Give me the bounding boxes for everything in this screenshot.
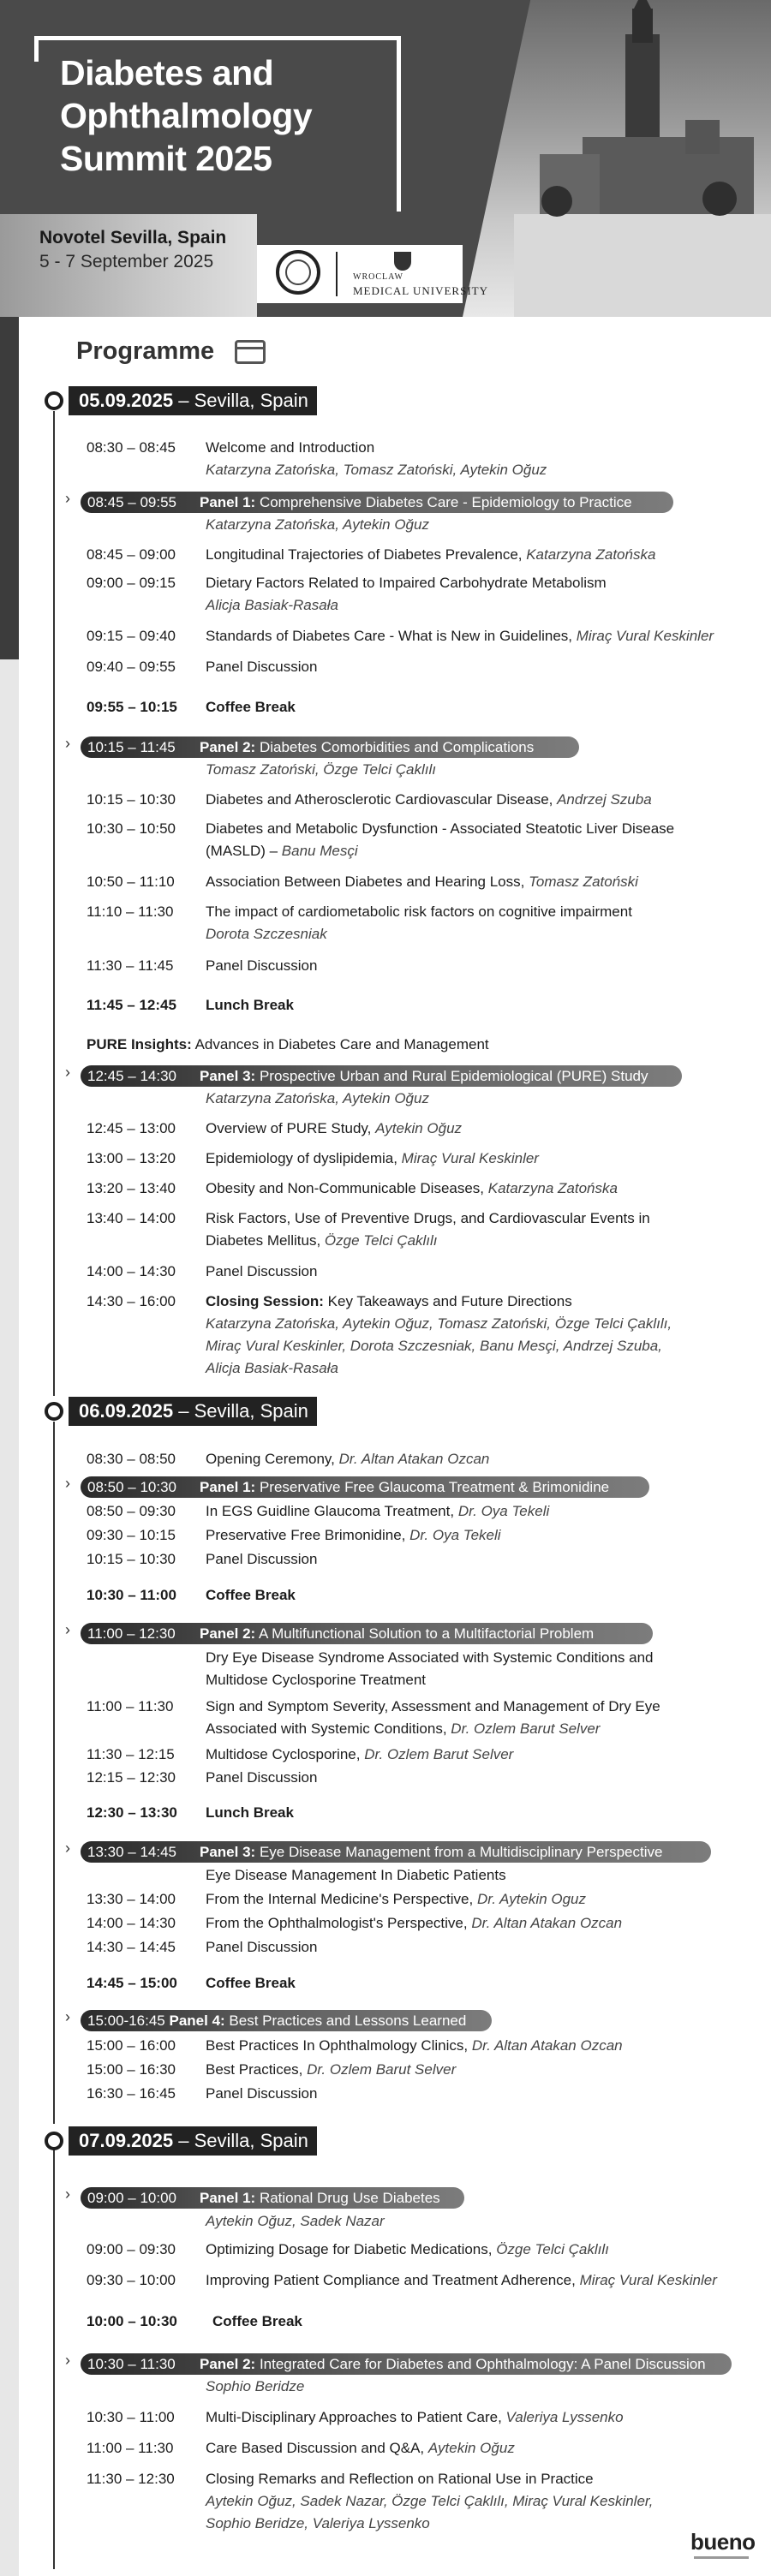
panel-pill: 08:50 – 10:30 Panel 1: Preservative Free Glaucoma Treatment & Brimonidine — [81, 1476, 649, 1498]
university-name-small: WROCLAW — [353, 272, 403, 282]
panel-pill: 09:00 – 10:00 Panel 1: Rational Drug Use Diabetes — [81, 2187, 464, 2209]
day-marker — [45, 2132, 63, 2150]
chevron-right-icon: › — [65, 490, 70, 507]
title-line-2: Ophthalmology — [60, 96, 313, 135]
panel-pill: 10:30 – 11:30 Panel 2: Integrated Care for Diabetes and Ophthalmology: A Panel Discussion — [81, 2353, 732, 2375]
timeline-day3 — [53, 2150, 55, 2569]
university-name: MEDICAL UNIVERSITY — [353, 284, 488, 297]
panel-pill: 15:00-16:45 Panel 4: Best Practices and Lessons Learned — [81, 2010, 492, 2031]
calendar-icon — [235, 340, 266, 364]
chevron-right-icon: › — [65, 735, 70, 752]
chevron-right-icon: › — [65, 2352, 70, 2369]
day3-header: 07.09.2025 – Sevilla, Spain — [69, 2126, 317, 2156]
programme-heading: Programme — [76, 337, 215, 365]
panel-pill: 10:15 – 11:45 Panel 2: Diabetes Comorbidities and Complications — [81, 736, 579, 758]
logo-divider — [336, 252, 338, 296]
cathedral-illustration — [463, 0, 771, 317]
day-marker — [45, 1402, 63, 1421]
chevron-right-icon: › — [65, 2008, 70, 2025]
chevron-right-icon: › — [65, 1621, 70, 1638]
programme-page: Diabetes and Ophthalmology Summit 2025 Novotel Sevilla, Spain 5 - 7 September 2025 WROCLAW MEDICAL UNIVERSITY Programme 05.09.2025 – Sevilla, Spain 08:30 – 08:45 Welcome and Introduction Katarzyna Zatońska, Tomasz Zatoński, Aytekin Oğuz › 08:45 – 09:55 Panel 1: Comprehensive Diabetes Care - Epidemiology to Practice Katarzyna Zatońska, Aytekin Oğuz 08:45 – 09:00 Longitudinal Trajectories of Diabetes Prevalence, Katarzyna Zatońska 09:00 – 09:15 Dietary Factors Related to Impaired Carbohydrate Metabolism Alicja Basiak-Rasała 09:15 – 09:40 Standards of Diabetes Care - What is New in Guidelines, Miraç Vural Keskinler 09:40 – 09:55 Panel Discussion 09:55 – 10:15 Coffee Break › 10:15 – 11:45 Panel 2: Diabetes Comorbidities and Complications Tomasz Zatoński, Özge Telci Çaklılı 10:15 – 10:30 Diabetes and Atherosclerotic Cardiovascular Disease, Andrzej Szuba 10:30 – 10:50 Diabetes and Metabolic Dysfunction - Associated Steatotic Liver Disease (MASLD) – Banu Mesçi 10:50 – 11:10 Association Between Diabetes and Hearing Loss, Tomasz Zatoński 11:10 – 11:30 The impact of cardiometabolic risk factors on cognitive impairment Dorota Szczesniak 11:30 – 11:45 Panel Discussion 11:45 – 12:45 Lunch Break PURE Insights: Advances in Diabetes Care and Management › 12:45 – 14:30 Panel 3: Prospective Urban and Rural Epidemiological (PURE) Study Katarzyna Zatońska, Aytekin Oğuz 12:45 – 13:00 Overview of PURE Study, Aytekin Oğuz 13:00 – 13:20 Epidemiology of dyslipidemia, Miraç Vural Keskinler 13:20 – 13:40 Obesity and Non-Communicable Diseases, Katarzyna Zatońska 13:40 – 14:00 Risk Factors, Use of Preventive Drugs, and Cardiovascular Events in Diabetes Mellitus, Özge Telci Çaklılı 14:00 – 14:30 Panel Discussion 14:30 – 16:00 Closing Session: Key Takeaways and Future Directions Katarzyna Zatońska, Aytekin Oğuz, Tomasz Zatoński, Özge Telci Çaklılı, Miraç Vural Keskinler, Dorota Szczesniak, Banu Mesçi, Andrzej Szuba, Alicja Basiak-Rasała 06.09.2025 – Sevilla, Spain 08:30 – 08:50 Opening Ceremony, Dr. Altan Atakan Ozcan › 08:50 – 10:30 Panel 1: Preservative Free Glaucoma Treatment & Brimonidine 08:50 – 09:30 In EGS Guidline Glaucoma Treatment, Dr. Oya Tekeli 09:30 – 10:15 Preservative Free Brimonidine, Dr. Oya Tekeli 10:15 – 10:30 Panel Discussion 10:30 – 11:00 Coffee Break › 11:00 – 12:30 Panel 2: A Multifunctional Solution to a Multifactorial Problem Dry Eye Disease Syndrome Associated with Systemic Conditions and Multidose Cyclosporine Treatment 11:00 – 11:30 Sign and Symptom Severity, Assessment and Management of Dry Eye Associated with Systemic Conditions, Dr. Ozlem Barut Selver 11:30 – 12:15 Multidose Cyclosporine, Dr. Ozlem Barut Selver 12:15 – 12:30 Panel Discussion 12:30 – 13:30 Lunch Break › 13:30 – 14:45 Panel 3: Eye Disease Management from a Multidisciplinary Perspective Eye Disease Management In Diabetic Patients 13:30 – 14:00 From the Internal Medicine's Perspective, Dr. Aytekin Oguz 14:00 – 14:30 From the Ophthalmologist's Perspective, Dr. Altan Atakan Ozcan 14:30 – 14:45 Panel Discussion 14:45 – 15:00 Coffee Break › 15:00-16:45 Panel 4: Best Practices and Lessons Learned 15:00 – 16:00 Best Practices In Ophthalmology Clinics, Dr. Altan Atakan Ozcan 15:00 – 16:30 Best Practices, Dr. Ozlem Barut Selver 16:30 – 16:45 Panel Discussion 07.09.2025 – Sevilla, Spain › 09:00 – 10:00 Panel 1: Rational Drug Use Diabetes Aytekin Oğuz, Sadek Nazar 09:00 – 09:30 Optimizing Dosage for Diabetic Medications, Özge Telci Çaklılı 09:30 – 10:00 Improving Patient Compliance and Treatment Adherence, Miraç Vural Keskinler 10:00 – 10:30 Coffee Break › 10:30 – 11:30 Panel 2: Integrated Care for Diabetes and Ophthalmology: A Panel Discussion Sophio Beridze 10:30 – 11:00 Multi-Disciplinary Approaches to Patient Care, Valeriya Lyssenko 11:00 – 11:30 Care Based Discussion and Q&A, Aytekin Oğuz 11:30 – 12:30 Closing Remarks and Reflection on Rational Use in Practice Aytekin Oğuz, Sadek Nazar, Özge Telci Çaklılı, Miraç Vural Keskinler, Sophio Beridze, Valeriya Lyssenko bueno — [0, 0, 771, 2576]
chevron-right-icon: › — [65, 1064, 70, 1081]
sponsor-logo-underline — [694, 2556, 749, 2559]
sponsor-logo: bueno — [690, 2529, 756, 2555]
chevron-right-icon: › — [65, 1475, 70, 1492]
day2-header: 06.09.2025 – Sevilla, Spain — [69, 1397, 317, 1426]
title-frame-corner — [34, 36, 39, 62]
day1-header: 05.09.2025 – Sevilla, Spain — [69, 386, 317, 415]
timeline-day1 — [53, 411, 55, 1396]
event-title — [60, 51, 403, 180]
university-crest-icon — [394, 252, 411, 271]
seville-cathedral-photo — [463, 0, 771, 317]
title-line-3: Summit 2025 — [60, 139, 272, 178]
venue-text: Novotel Sevilla, Spain — [39, 228, 227, 247]
side-strip-dark — [0, 317, 19, 659]
panel-pill: 13:30 – 14:45 Panel 3: Eye Disease Management from a Multidisciplinary Perspective — [81, 1841, 711, 1863]
event-dates: 5 - 7 September 2025 — [39, 252, 214, 271]
panel-pill: 08:45 – 09:55 Panel 1: Comprehensive Diabetes Care - Epidemiology to Practice — [81, 492, 673, 513]
chevron-right-icon: › — [65, 1840, 70, 1857]
panel-pill: 11:00 – 12:30 Panel 2: A Multifunctional Solution to a Multifactorial Problem — [81, 1623, 653, 1644]
seal-inner — [285, 259, 311, 285]
title-line-1: Diabetes and — [60, 53, 274, 92]
timeline-day2 — [53, 1422, 55, 2124]
panel-pill: 12:45 – 14:30 Panel 3: Prospective Urban and Rural Epidemiological (PURE) Study — [81, 1065, 682, 1087]
day-marker — [45, 391, 63, 410]
chevron-right-icon: › — [65, 2185, 70, 2203]
